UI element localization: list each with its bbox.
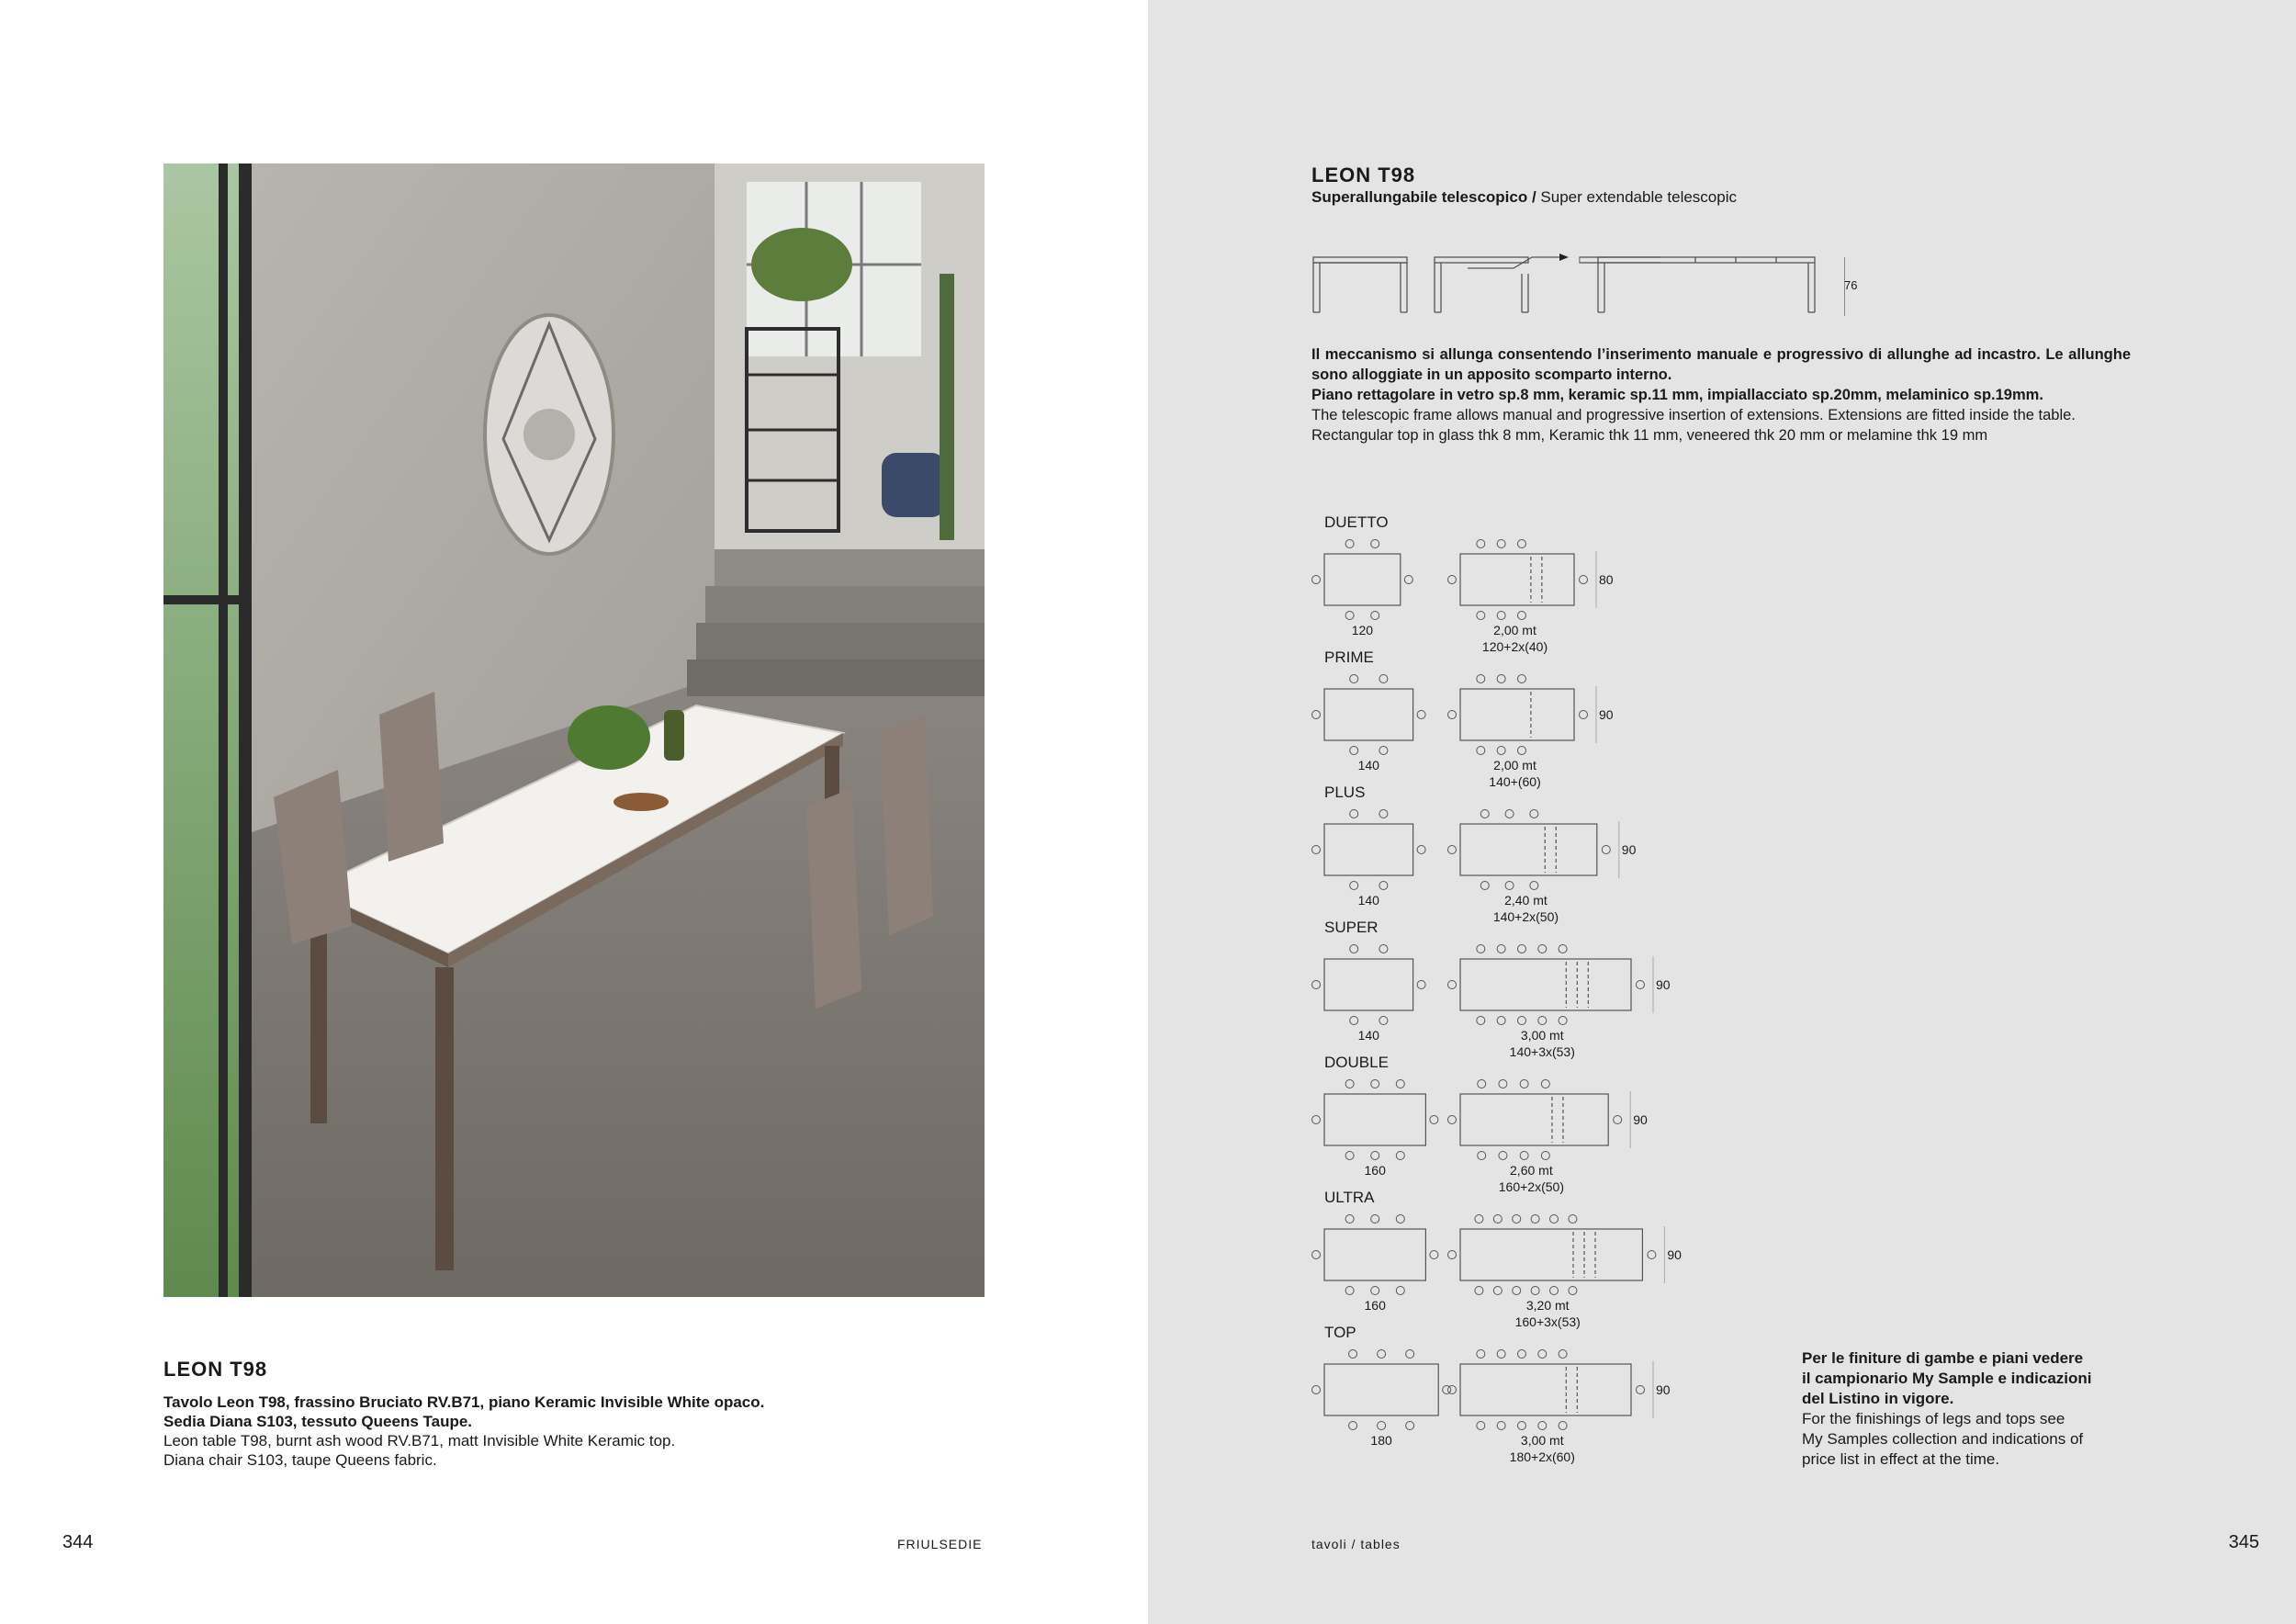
seat-bottom [1517, 747, 1525, 755]
seat-bottom [1396, 1287, 1404, 1295]
seat-bottom [1379, 1017, 1388, 1025]
seat-bottom [1497, 612, 1505, 620]
desc-en-1: The telescopic frame allows manual and progressive insertion of extensions. Extensions are fitted inside the table. [1311, 407, 2076, 423]
seat-end [1580, 576, 1588, 584]
seat-top [1497, 675, 1505, 683]
open-length-label: 3,00 mt [1520, 1433, 1564, 1448]
open-table [1460, 1094, 1608, 1145]
desc-it-2: Piano rettagolare in vetro sp.8 mm, keramic sp.11 mm, impiallacciato sp.20mm, melaminico sp.19mm. [1311, 387, 2043, 403]
seat-top [1559, 1350, 1567, 1359]
closed-width-label: 140 [1357, 893, 1379, 908]
description [1311, 344, 2131, 445]
formula-label: 140+3x(53) [1509, 1044, 1575, 1059]
seat-bottom [1550, 1287, 1559, 1295]
seat-end [1448, 711, 1457, 719]
closed-table [1324, 1229, 1425, 1280]
seat-bottom [1538, 1017, 1547, 1025]
seat-top [1477, 1350, 1485, 1359]
seat-top [1538, 945, 1547, 953]
note-en-2: My Samples collection and indications of [1802, 1430, 2084, 1448]
seat-top [1396, 1080, 1404, 1088]
seat-bottom [1477, 612, 1485, 620]
open-length-label: 2,00 mt [1493, 758, 1536, 773]
seat-top [1477, 675, 1485, 683]
seat-top [1538, 1350, 1547, 1359]
seat-end [1417, 846, 1425, 854]
closed-width-label: 140 [1357, 1028, 1379, 1043]
seat-top [1345, 540, 1354, 548]
seat-bottom [1477, 747, 1485, 755]
dining-room-photo [163, 164, 985, 1297]
seat-top [1497, 945, 1505, 953]
seat-bottom [1480, 882, 1489, 890]
caption-en-line-2: Diana chair S103, taupe Queens fabric. [163, 1451, 437, 1469]
seat-bottom [1345, 612, 1354, 620]
seat-bottom [1505, 882, 1514, 890]
desc-it-1: Il meccanismo si allunga consentendo l’inserimento manuale e progressivo di allunghe ad incastro. Le allunghe sono alloggiate in un apposito scomparto interno. [1311, 346, 2131, 383]
seat-bottom [1497, 1422, 1505, 1430]
open-table [1460, 959, 1631, 1010]
caption-text [163, 1393, 990, 1470]
config-name: ULTRA [1324, 1189, 1375, 1206]
seat-top [1530, 810, 1538, 818]
seat-top [1371, 540, 1379, 548]
open-table [1460, 689, 1574, 740]
note-it-2: il campionario My Sample e indicazioni [1802, 1370, 2092, 1387]
open-table [1460, 1229, 1642, 1280]
seat-end [1448, 846, 1457, 854]
seat-bottom [1478, 1152, 1486, 1160]
caption-it-line-1: Tavolo Leon T98, frassino Bruciato RV.B71, piano Keramic Invisible White opaco. [163, 1393, 765, 1411]
closed-table [1324, 824, 1413, 875]
configurations-diagram [1311, 513, 1682, 1468]
desc-en-2: Rectangular top in glass thk 8 mm, Keramic thk 11 mm, veneered thk 20 mm or melamine thk 19 mm [1311, 427, 1988, 444]
seat-top [1520, 1080, 1528, 1088]
seat-top [1350, 945, 1358, 953]
seat-top [1497, 540, 1505, 548]
seat-end [1312, 1386, 1321, 1394]
depth-label: 80 [1599, 572, 1614, 587]
seat-top [1477, 540, 1485, 548]
product-title: LEON T98 [1311, 164, 1416, 186]
seat-bottom [1497, 1017, 1505, 1025]
open-length-label: 3,00 mt [1520, 1028, 1564, 1043]
note-en-3: price list in effect at the time. [1802, 1450, 2000, 1468]
open-length-label: 2,40 mt [1504, 893, 1548, 908]
seat-bottom [1493, 1287, 1502, 1295]
seat-bottom [1475, 1287, 1483, 1295]
seat-top [1379, 810, 1388, 818]
caption-title: LEON T98 [163, 1358, 268, 1381]
depth-label: 90 [1599, 707, 1614, 722]
open-length-label: 3,20 mt [1525, 1298, 1570, 1313]
closed-width-label: 140 [1357, 758, 1379, 773]
seat-bottom [1569, 1287, 1577, 1295]
config-name: SUPER [1324, 919, 1379, 936]
seat-bottom [1350, 747, 1358, 755]
seat-end [1637, 1386, 1645, 1394]
seat-end [1448, 981, 1457, 989]
seat-bottom [1541, 1152, 1549, 1160]
seat-bottom [1538, 1422, 1547, 1430]
config-name: PRIME [1324, 648, 1374, 666]
seat-top [1517, 540, 1525, 548]
product-subtitle [1311, 188, 1737, 207]
seat-end [1312, 1116, 1321, 1124]
seat-end [1312, 981, 1321, 989]
seat-bottom [1517, 1422, 1525, 1430]
seat-top [1406, 1350, 1414, 1359]
seat-top [1475, 1215, 1483, 1224]
note-it-1: Per le finiture di gambe e piani vedere [1802, 1349, 2084, 1367]
seat-end [1430, 1251, 1438, 1259]
seat-top [1541, 1080, 1549, 1088]
seat-bottom [1379, 747, 1388, 755]
seat-top [1345, 1215, 1354, 1224]
formula-label: 160+2x(50) [1498, 1179, 1564, 1194]
configurations-svg [1311, 513, 1682, 1468]
seat-top [1493, 1215, 1502, 1224]
seat-bottom [1477, 1422, 1485, 1430]
seat-top [1349, 1350, 1357, 1359]
brand-footer: FRIULSEDIE [897, 1537, 983, 1551]
seat-top [1513, 1215, 1521, 1224]
seat-bottom [1406, 1422, 1414, 1430]
config-name: TOP [1324, 1324, 1356, 1341]
closed-table [1324, 959, 1413, 1010]
seat-top [1345, 1080, 1354, 1088]
depth-label: 90 [1656, 977, 1671, 992]
formula-label: 160+3x(53) [1514, 1314, 1581, 1329]
closed-width-label: 120 [1351, 623, 1374, 637]
closed-width-label: 180 [1370, 1433, 1392, 1448]
seat-bottom [1371, 1152, 1379, 1160]
section-footer: tavoli / tables [1311, 1537, 1401, 1551]
seat-top [1477, 945, 1485, 953]
closed-table [1324, 689, 1413, 740]
seat-top [1531, 1215, 1539, 1224]
seat-top [1480, 810, 1489, 818]
open-table [1460, 1364, 1631, 1415]
seat-top [1379, 945, 1388, 953]
depth-label: 90 [1621, 842, 1637, 857]
seat-end [1417, 711, 1425, 719]
height-dimension-label: 76 [1844, 278, 1858, 292]
seat-bottom [1477, 1017, 1485, 1025]
seat-bottom [1349, 1422, 1357, 1430]
seat-top [1497, 1350, 1505, 1359]
closed-table [1324, 1364, 1438, 1415]
formula-label: 140+(60) [1489, 774, 1541, 789]
seat-end [1580, 711, 1588, 719]
seat-top [1478, 1080, 1486, 1088]
open-table [1460, 824, 1597, 875]
seat-bottom [1371, 1287, 1379, 1295]
depth-label: 90 [1633, 1112, 1648, 1127]
open-table [1460, 554, 1574, 605]
product-photo [163, 164, 985, 1297]
depth-label: 90 [1656, 1382, 1671, 1397]
seat-end [1448, 1251, 1457, 1259]
seat-top [1559, 945, 1567, 953]
seat-bottom [1497, 747, 1505, 755]
mechanism-extended [1596, 248, 1817, 317]
seat-top [1396, 1215, 1404, 1224]
seat-end [1404, 576, 1412, 584]
seat-end [1448, 1386, 1457, 1394]
seat-bottom [1559, 1017, 1567, 1025]
seat-top [1517, 1350, 1525, 1359]
seat-bottom [1531, 1287, 1539, 1295]
seat-bottom [1513, 1287, 1521, 1295]
seat-top [1517, 945, 1525, 953]
seat-bottom [1345, 1287, 1354, 1295]
seat-bottom [1350, 1017, 1358, 1025]
seat-end [1448, 1116, 1457, 1124]
seat-end [1312, 711, 1321, 719]
seat-end [1614, 1116, 1622, 1124]
closed-table [1324, 1094, 1425, 1145]
seat-end [1448, 576, 1457, 584]
seat-bottom [1517, 612, 1525, 620]
closed-width-label: 160 [1364, 1298, 1386, 1313]
seat-bottom [1517, 1017, 1525, 1025]
extended-table-drawing [1596, 248, 1817, 317]
seat-end [1430, 1116, 1438, 1124]
seat-top [1569, 1215, 1577, 1224]
seat-end [1312, 1251, 1321, 1259]
config-name: DUETTO [1324, 513, 1389, 531]
seat-end [1648, 1251, 1656, 1259]
depth-label: 90 [1667, 1247, 1682, 1262]
open-length-label: 2,00 mt [1493, 623, 1536, 637]
seat-bottom [1378, 1422, 1386, 1430]
seat-end [1602, 846, 1610, 854]
seat-top [1550, 1215, 1559, 1224]
page-number-right: 345 [2228, 1532, 2259, 1552]
page-number-left: 344 [62, 1532, 94, 1552]
seat-top [1379, 675, 1388, 683]
seat-bottom [1379, 882, 1388, 890]
seat-bottom [1559, 1422, 1567, 1430]
seat-top [1350, 810, 1358, 818]
config-name: PLUS [1324, 784, 1366, 801]
seat-end [1312, 846, 1321, 854]
seat-bottom [1345, 1152, 1354, 1160]
caption-it-line-2: Sedia Diana S103, tessuto Queens Taupe. [163, 1413, 473, 1430]
note-en-1: For the finishings of legs and tops see [1802, 1410, 2065, 1427]
seat-end [1417, 981, 1425, 989]
seat-end [1312, 576, 1321, 584]
seat-bottom [1371, 612, 1379, 620]
subtitle-it: Superallungabile telescopico / [1311, 188, 1536, 206]
closed-table [1324, 554, 1401, 605]
formula-label: 140+2x(50) [1492, 909, 1559, 924]
seat-top [1517, 675, 1525, 683]
finishes-note [1802, 1348, 2160, 1470]
seat-top [1499, 1080, 1507, 1088]
config-name: DOUBLE [1324, 1054, 1389, 1071]
seat-bottom [1396, 1152, 1404, 1160]
subtitle-en: Super extendable telescopic [1536, 188, 1737, 206]
seat-top [1378, 1350, 1386, 1359]
seat-top [1371, 1080, 1379, 1088]
seat-bottom [1520, 1152, 1528, 1160]
formula-label: 180+2x(60) [1509, 1449, 1575, 1464]
caption-en-line-1: Leon table T98, burnt ash wood RV.B71, matt Invisible White Keramic top. [163, 1432, 676, 1449]
formula-label: 120+2x(40) [1481, 639, 1548, 654]
seat-top [1371, 1215, 1379, 1224]
seat-bottom [1350, 882, 1358, 890]
closed-width-label: 160 [1364, 1163, 1386, 1178]
seat-top [1505, 810, 1514, 818]
seat-bottom [1499, 1152, 1507, 1160]
seat-top [1350, 675, 1358, 683]
seat-bottom [1530, 882, 1538, 890]
note-it-3: del Listino in vigore. [1802, 1390, 1954, 1407]
seat-end [1637, 981, 1645, 989]
open-length-label: 2,60 mt [1510, 1163, 1553, 1178]
